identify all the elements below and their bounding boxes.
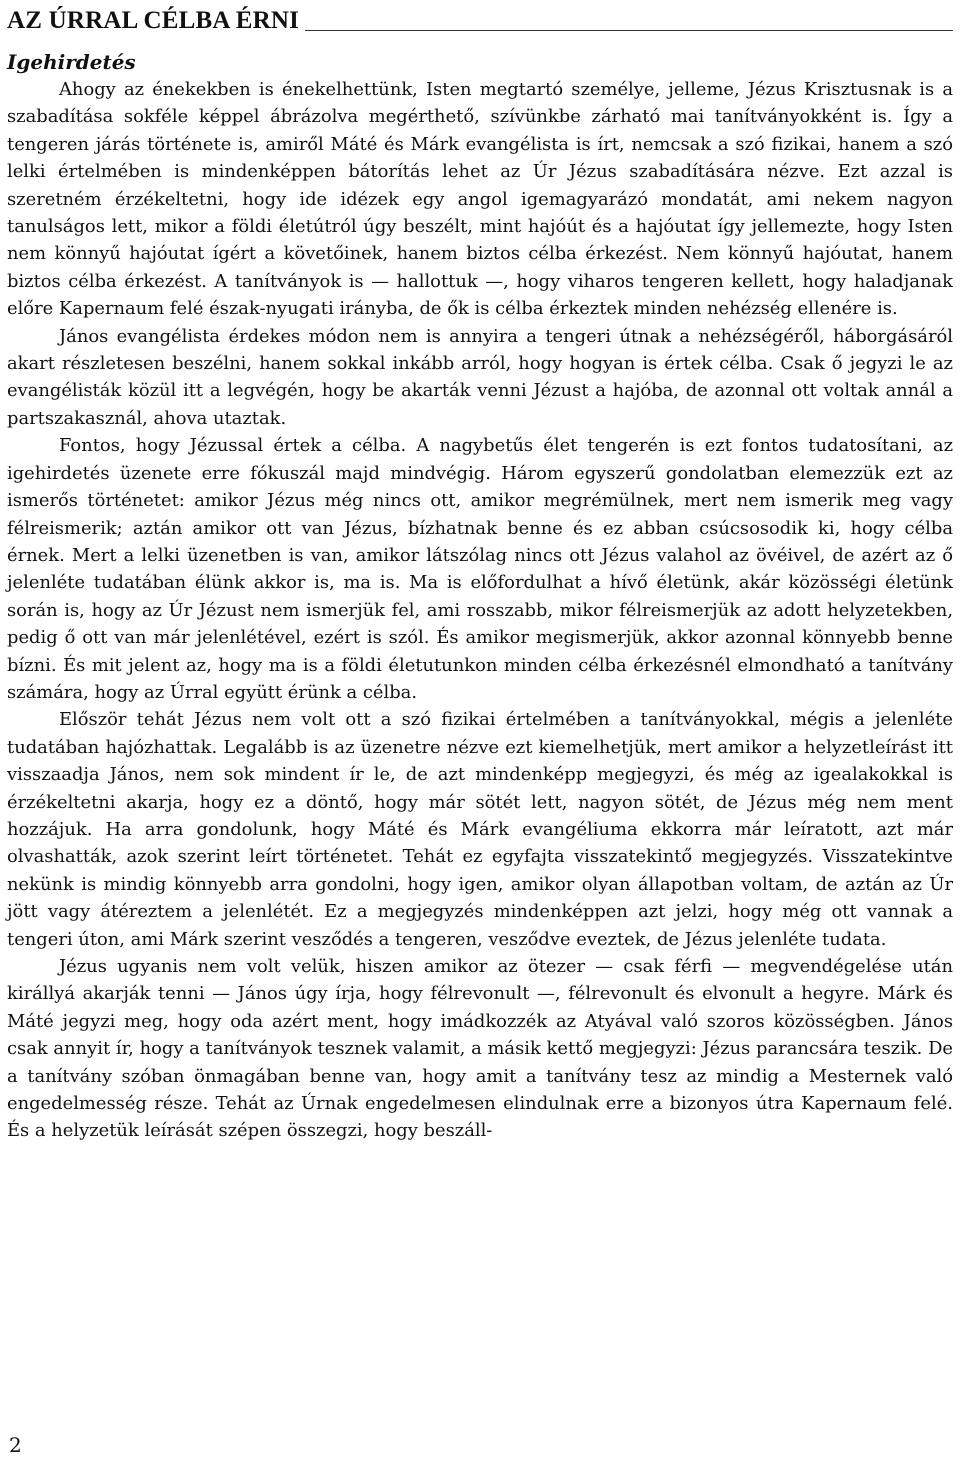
paragraph-1: Ahogy az énekekben is énekelhettünk, Isten megtartó személye, jelleme, Jézus Krisztusnak is a szabadítása sokféle képpel ábrázolva megérthető, szívünkbe zárható mai tanítványokként is. Így a tengeren járás története is, amiről Máté és Márk evangélista is írt, nemcsak a szó fizikai, hanem a szó lelki értelmében is mindenképpen bátorítás lehet az Úr Jézus szabadítására nézve. Ezt azzal is szeretném érzékeltetni, hogy ide idézek egy angol igemagyarázó mondatát, ami nekem nagyon tanulságos lett, mikor a földi életútról úgy beszélt, mint hajóút és a hajóutat így jellemezte, hogy Isten nem könnyű hajóutat ígért a követőinek, hanem biztos célba érkezést. Nem könnyű hajóutat, hanem biztos célba érkezést. A tanítványok is — hallottuk —, hogy viharos tengeren kellett, hogy haladjanak előre Kapernaum felé észak-nyugati irányba, de ők is célba érkeztek minden nehézség ellenére is.: [7, 79, 953, 320]
page-title: AZ ÚRRAL CÉLBA ÉRNI: [7, 7, 300, 34]
section-title: Igehirdetés: [7, 50, 136, 74]
page-header: [7, 0, 953, 34]
header-rule: [305, 30, 953, 31]
page-number: 2: [9, 1433, 22, 1457]
paragraph-2: János evangélista érdekes módon nem is annyira a tengeri útnak a nehézségéről, háborgásáról akart részletesen beszélni, hanem sokkal inkább arról, hogy hogyan is értek célba. Csak ő jegyzi le az evangélisták közül itt a legvégén, hogy be akarták venni Jézust a hajóba, de azonnal ott voltak annál a partszakasznál, ahova utaztak.: [7, 325, 953, 429]
body-text: [7, 76, 953, 1145]
paragraph-4: Először tehát Jézus nem volt ott a szó fizikai értelmében a tanítványokkal, mégis a jelenléte tudatában hajózhattak. Legalább is az üzenetre nézve ezt kiemelhetjük, mert amikor a helyzetleírást itt visszaadja János, nem sok mindent ír le, de azt mindenképp megjegyzi, és még az igealakokkal is érzékeltetni akarja, hogy ez a döntő, hogy már sötét lett, nagyon sötét, de Jézus még nem ment hozzájuk. Ha arra gondolunk, hogy Máté és Márk evangéliuma ekkorra már leíratott, azt már olvashatták, azok szerint leírt történetet. Tehát ez egyfajta visszatekintő megjegyzés. Visszatekintve nekünk is mindig könnyebb arra gondolni, hogy igen, amikor olyan állapotban voltam, de aztán az Úr jött vagy átéreztem a jelenlétét. Ez a megjegyzés mindenképpen azt jelzi, hogy még ott vannak a tengeri úton, ami Márk szerint vesződés a tengeren, vesződve eveztek, de Jézus jelenléte tudata.: [7, 709, 953, 950]
document-page: [7, 0, 953, 1145]
paragraph-5: Jézus ugyanis nem volt velük, hiszen amikor az ötezer — csak férfi — megvendégelése után királlyá akarják tenni — János úgy írja, hogy félrevonult —, félrevonult és elvonult a hegyre. Márk és Máté jegyzi meg, hogy oda azért ment, hogy imádkozzék az Atyával való szoros közösségben. János csak annyit ír, hogy a tanítványok tesznek valamit, a másik kettő megjegyzi: Jézus parancsára teszik. De a tanítvány szóban önmagában benne van, hogy amit a tanítvány tesz az mindig a Mesternek való engedelmesség része. Tehát az Úrnak engedelmesen elindulnak erre a bizonyos útra Kapernaum felé. És a helyzetük leírását szépen összegzi, hogy beszáll-: [7, 956, 953, 1142]
paragraph-3: Fontos, hogy Jézussal értek a célba. A nagybetűs élet tengerén is ezt fontos tudatosítani, az igehirdetés üzenete erre fókuszál majd mindvégig. Három egyszerű gondolatban elemezzük ezt az ismerős történetet: amikor Jézus még nincs ott, amikor megrémülnek, mert nem ismerik meg vagy félreismerik; aztán amikor ott van Jézus, bízhatnak benne és ez abban csúcsosodik ki, hogy célba érnek. Mert a lelki üzenetben is van, amikor látszólag nincs ott Jézus valahol az övéivel, de azért az ő jelenléte tudatában élünk akkor is, ma is. Ma is előfordulhat a hívő életünk, akár közösségi életünk során is, hogy az Úr Jézust nem ismerjük fel, ami rosszabb, mikor félreismerjük az adott helyzetekben, pedig ő ott van már jelenlétével, ezért is szól. És amikor megismerjük, akkor azonnal könnyebb benne bízni. És mit jelent az, hogy ma is a földi életutunkon minden célba érkezésnél elmondható a tanítvány számára, hogy az Úrral együtt érünk a célba.: [7, 435, 953, 703]
